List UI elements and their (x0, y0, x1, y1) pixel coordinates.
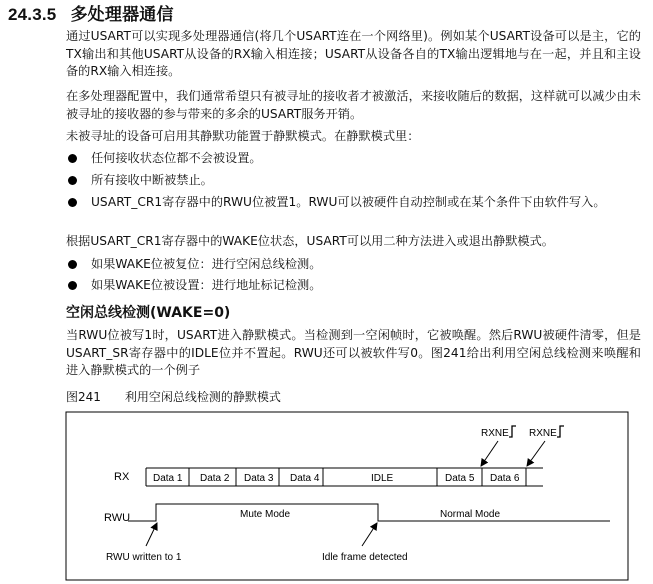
rwu-signal-label: RWU (104, 512, 131, 524)
paragraph-idle: 当RWU位被写1时，USART进入静默模式。当检测到一空闲帧时，它被唤醒。然后RWU被硬件清零，但是USART_SR寄存器中的IDLE位并不置起。RWU还可以被软件写0。图241给出利用空闲总线检测来唤醒和进入静默模式的一个例子 (66, 328, 641, 377)
section-title: 多处理器通信 (70, 5, 174, 24)
rx-frame-data-2: Data 2 (200, 473, 230, 484)
rx-frame-data-5: Data 5 (445, 473, 475, 484)
rx-signal-label: RX (114, 471, 130, 483)
idle-detected-arrow (362, 523, 377, 546)
rx-frame-data-6: Data 6 (490, 473, 520, 484)
mute-mode-label: Mute Mode (240, 509, 291, 520)
bullet-text: 所有接收中断被禁止。 (91, 173, 213, 187)
idle-detected-annotation: Idle frame detected (322, 552, 408, 563)
rxne-arrow-2 (527, 441, 545, 466)
rxne-signal-icon (509, 426, 516, 437)
bullet-text: 如果WAKE位被设置：进行地址标记检测。 (91, 278, 322, 292)
rx-frame-data-4: Data 4 (290, 473, 320, 484)
section-number: 24.3.5 (8, 5, 57, 24)
bullet-text: 如果WAKE位被复位：进行空闲总线检测。 (91, 257, 322, 271)
paragraph-intro: 通过USART可以实现多处理器通信(将几个USART连在一个网络里)。例如某个USART设备可以是主，它的TX输出和其他USART从设备的RX输入相连接；USART从设备各自的TX输出逻辑地与在一起，并且和主设备的RX输入相连接。 (66, 29, 641, 78)
rx-frame-idle: IDLE (371, 473, 394, 484)
bullet-text: USART_CR1寄存器中的RWU位被置1。RWU可以被硬件自动控制或在某个条件下由软件写入。 (91, 195, 606, 209)
figure-title: 利用空闲总线检测的静默模式 (124, 390, 281, 404)
rwu-written-arrow (146, 523, 157, 546)
normal-mode-label: Normal Mode (440, 509, 501, 520)
rwu-waveform (128, 504, 610, 521)
rx-frame-data-3: Data 3 (244, 473, 274, 484)
paragraph-wake: 根据USART_CR1寄存器中的WAKE位状态，USART可以用二种方法进入或退出静默模式。 (66, 234, 554, 248)
subheading-idle-detection: 空闲总线检测(WAKE=0) (66, 305, 231, 321)
rxne-label-2: RXNE (529, 428, 557, 439)
rx-frame-data-1: Data 1 (153, 473, 183, 484)
paragraph-config: 在多处理器配置中，我们通常希望只有被寻址的接收者才被激活，来接收随后的数据，这样就可以减少由未被寻址的接收器的参与带来的多余的USART服务开销。 (66, 89, 641, 121)
figure-number: 图241 (66, 390, 101, 404)
paragraph-mute-intro: 未被寻址的设备可启用其静默功能置于静默模式。在静默模式里： (66, 129, 420, 143)
rwu-written-annotation: RWU written to 1 (106, 552, 182, 563)
rxne-label-1: RXNE (481, 428, 509, 439)
bullet-text: 任何接收状态位都不会被设置。 (91, 151, 262, 165)
rxne-arrow-1 (481, 441, 498, 466)
rxne-signal-icon (557, 426, 564, 437)
